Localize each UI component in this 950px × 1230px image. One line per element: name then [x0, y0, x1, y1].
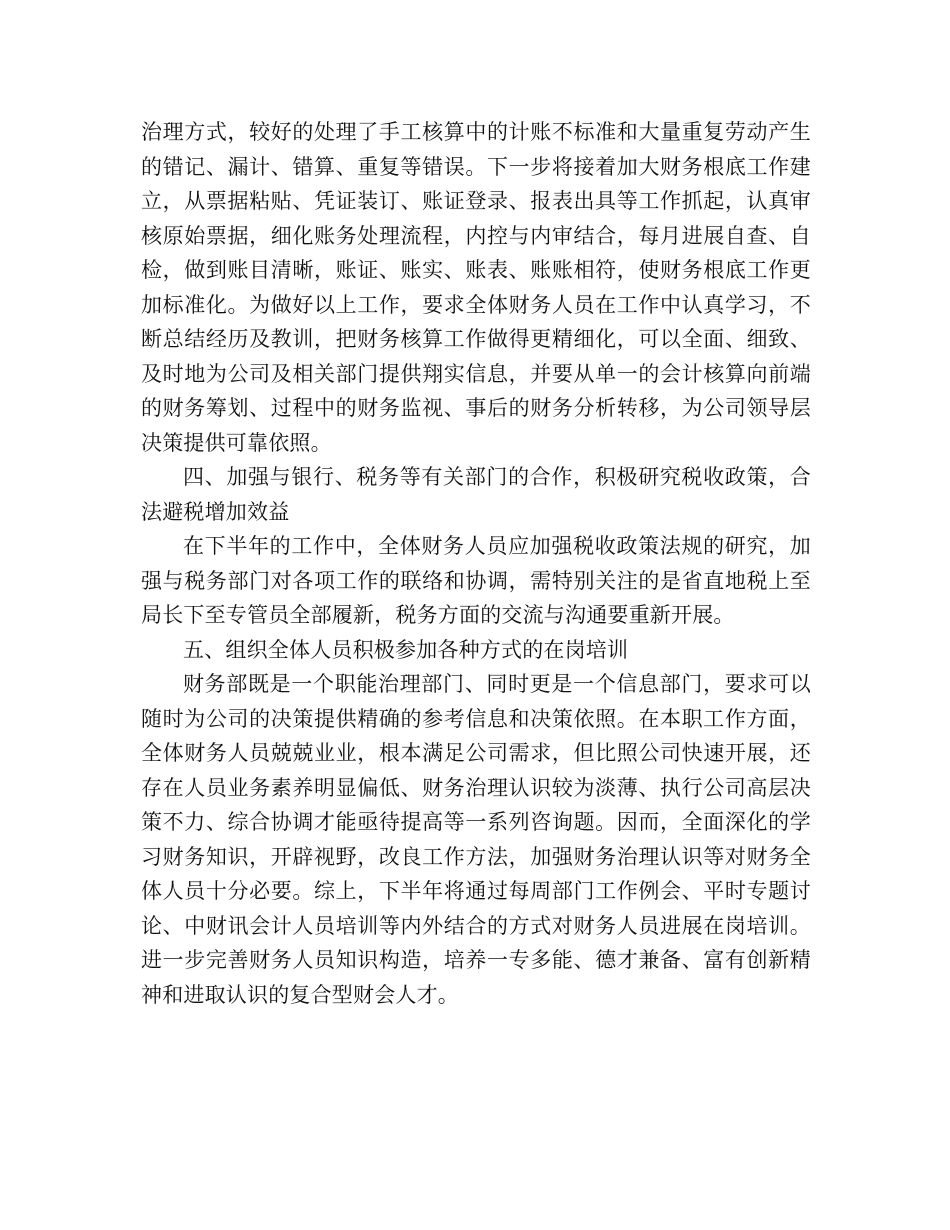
paragraph-continuation: 治理方式，较好的处理了手工核算中的计账不标准和大量重复劳动产生的错记、漏计、错算、重复等错误。下一步将接着加大财务根底工作建立，从票据粘贴、凭证装订、账证登录、报表出具等工作抓起，认真审核原始票据，细化账务处理流程，内控与内审结合，每月进展自查、自检，做到账目清晰，账证、账实、账表、账账相符，使财务根底工作更加标准化。为做好以上工作，要求全体财务人员在工作中认真学习，不断总结经历及教训，把财务核算工作做得更精细化，可以全面、细致、及时地为公司及相关部门提供翔实信息，并要从单一的会计核算向前端的财务筹划、过程中的财务监视、事后的财务分析转移，为公司领导层决策提供可靠依照。 [141, 120, 811, 455]
section-heading-5: 五、组织全体人员积极参加各种方式的在岗培训 [183, 637, 629, 662]
paragraph-training: 财务部既是一个职能治理部门、同时更是一个信息部门，要求可以随时为公司的决策提供精确的参考信息和决策依照。在本职工作方面，全体财务人员兢兢业业，根本满足公司需求，但比照公司快速开展，还存在人员业务素养明显偏低、财务治理认识较为淡薄、执行公司高层决策不力、综合协调才能亟待提高等一系列咨询题。因而，全面深化的学习财务知识，开辟视野，改良工作方法，加强财务治理认识等对财务全体人员十分必要。综上，下半年将通过每周部门工作例会、平时专题讨论、中财讯会计人员培训等内外结合的方式对财务人员进展在岗培训。进一步完善财务人员知识构造，培养一专多能、德才兼备、富有创新精神和进取认识的复合型财会人才。 [141, 672, 811, 1007]
paragraph-tax-research: 在下半年的工作中，全体财务人员应加强税收政策法规的研究，加强与税务部门对各项工作的联络和协调，需特别关注的是省直地税上至局长下至专管员全部履新，税务方面的交流与沟通要重新开展。 [141, 534, 811, 627]
document-body [141, 115, 811, 1012]
section-heading-4: 四、加强与银行、税务等有关部门的合作，积极研究税收政策，合法避税增加效益 [141, 465, 811, 524]
